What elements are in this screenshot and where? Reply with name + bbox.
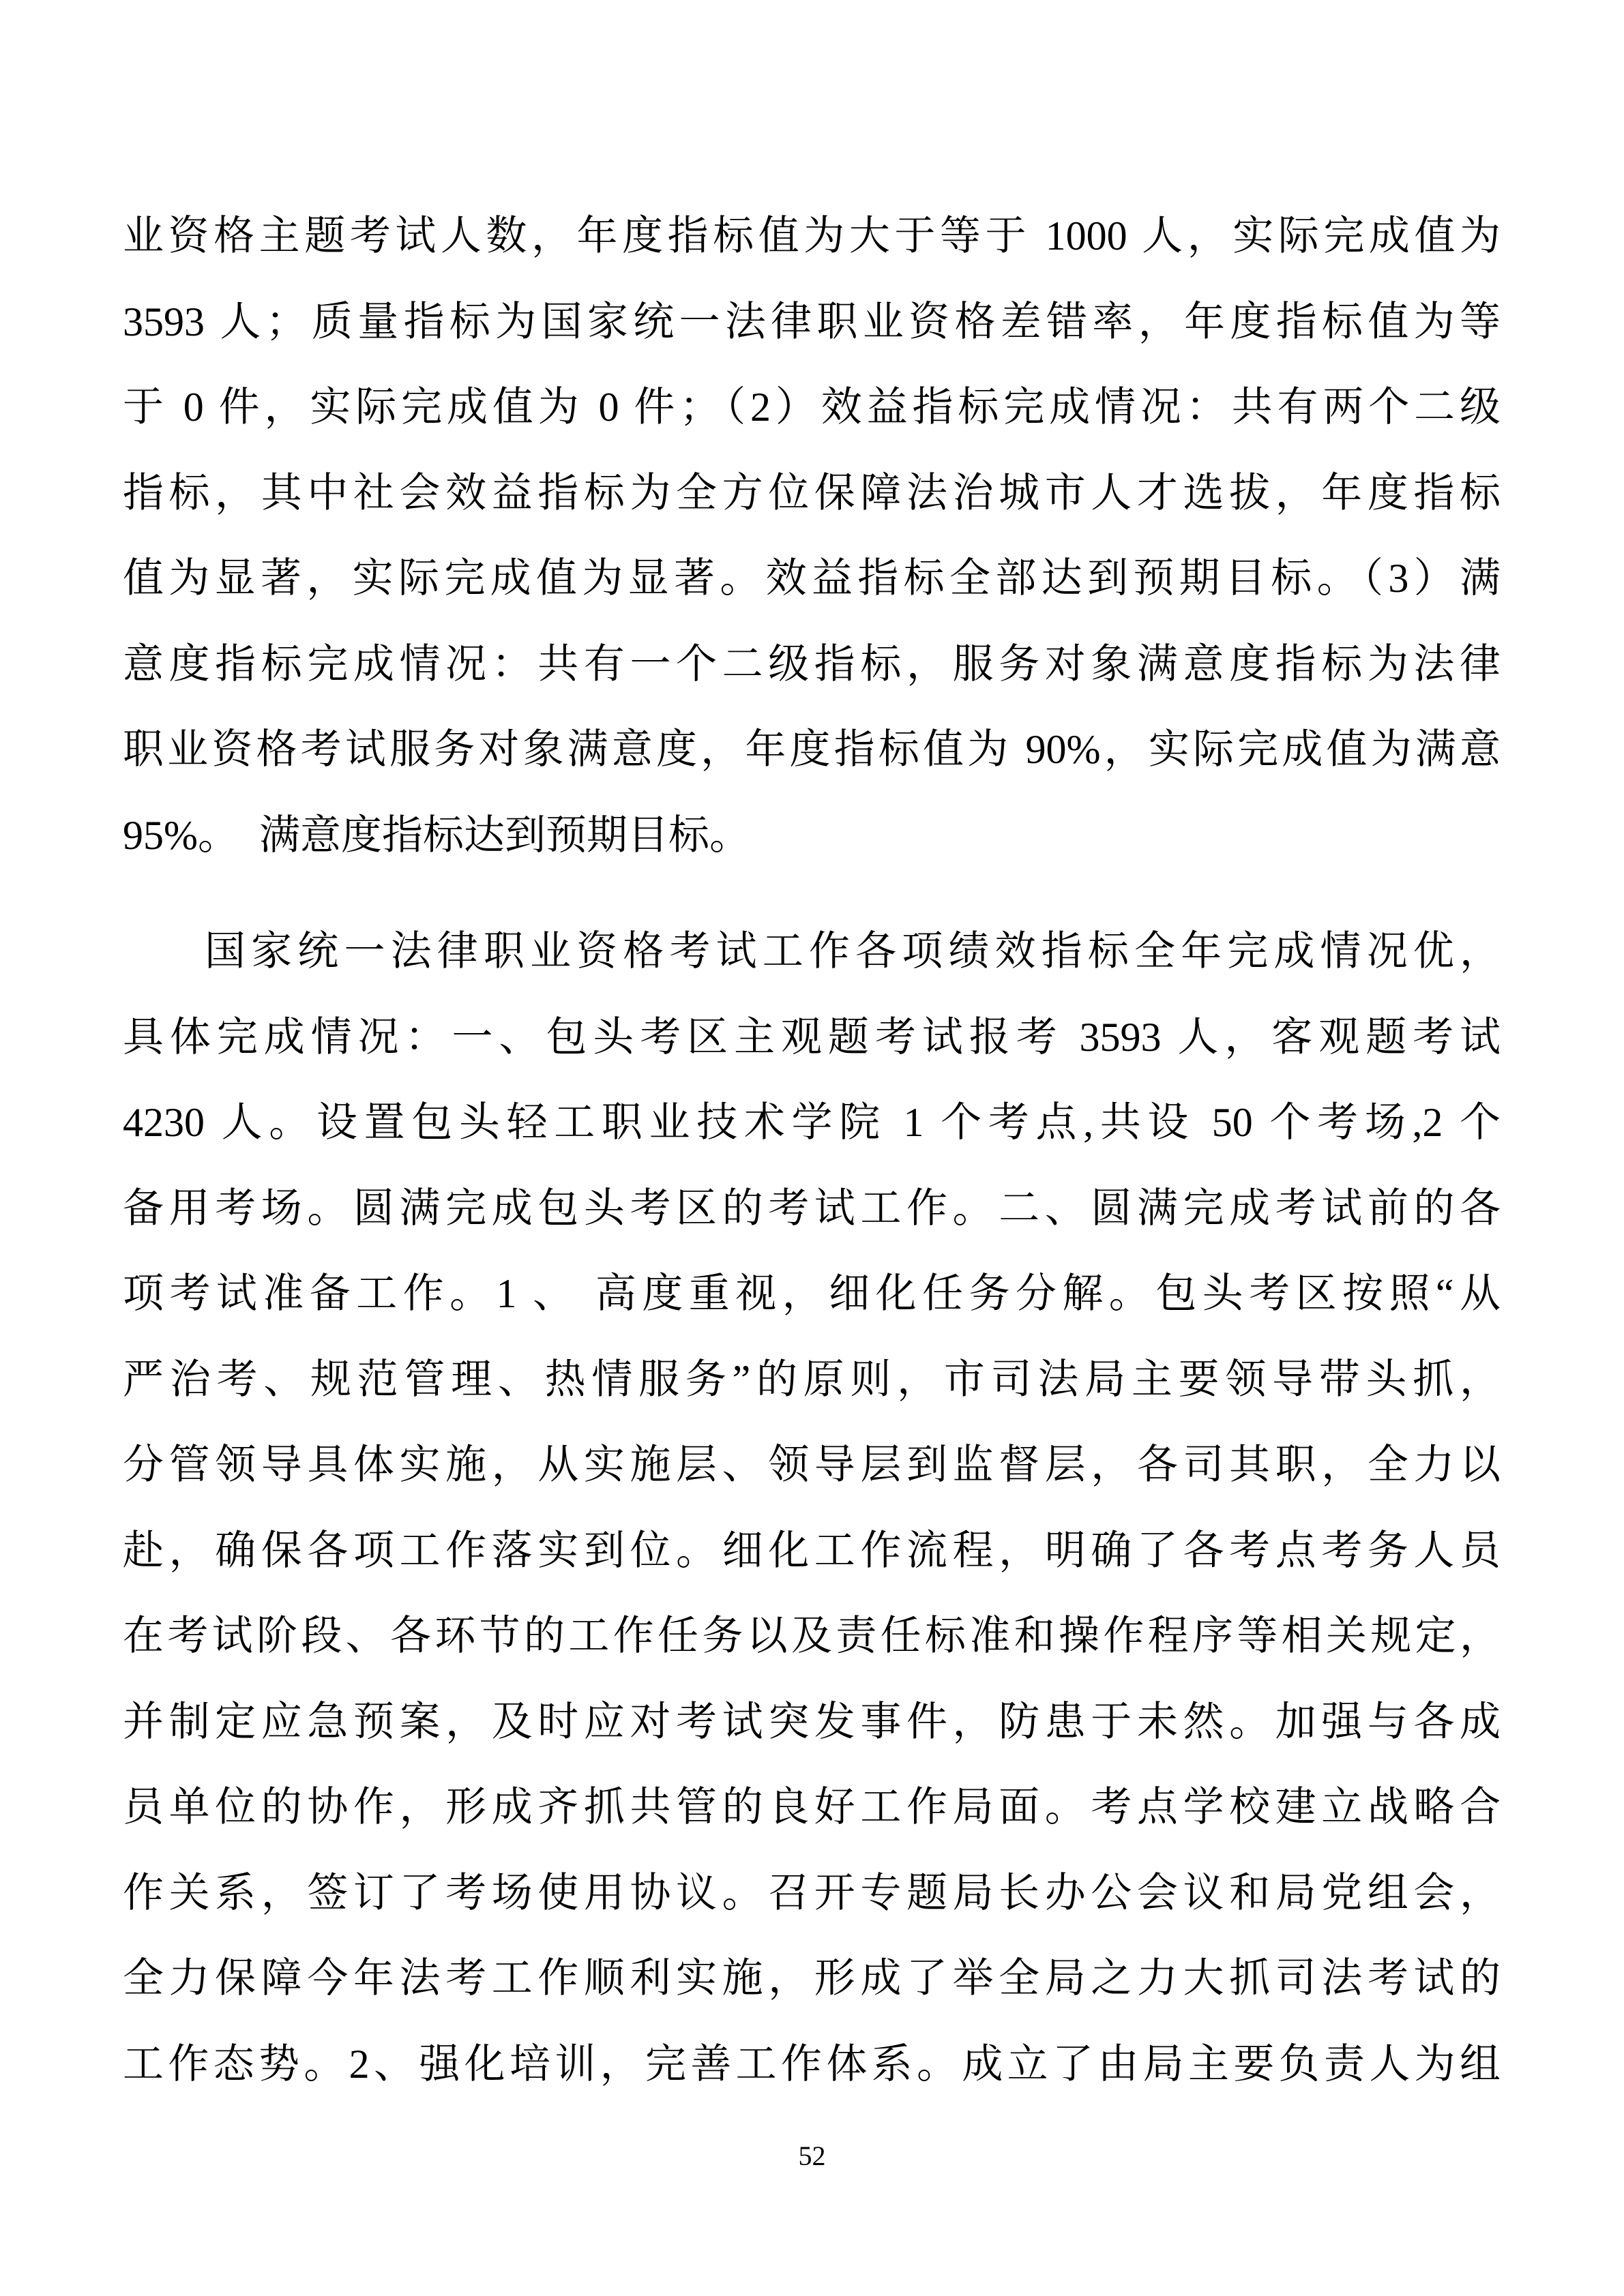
text-line: 全力保障今年法考工作顺利实施，形成了举全局之力大抓司法考试的 — [123, 1956, 1501, 2001]
text-line: 值为显著，实际完成值为显著。效益指标全部达到预期目标。（3）满 — [123, 556, 1501, 601]
text-line: 职业资格考试服务对象满意度，年度指标值为 90%，实际完成值为满意 — [123, 727, 1501, 772]
text-line: 备用考场。圆满完成包头考区的考试工作。二、圆满完成考试前的各 — [123, 1185, 1501, 1231]
text-line: 95%。 满意度指标达到预期目标。 — [123, 812, 750, 858]
text-line: 3593 人；质量指标为国家统一法律职业资格差错率，年度指标值为等 — [123, 299, 1501, 344]
text-line: 工作态势。2、强化培训，完善工作体系。成立了由局主要负责人为组 — [123, 2041, 1501, 2087]
text-line: 具体完成情况：一、包头考区主观题考试报考 3593 人，客观题考试 — [123, 1014, 1501, 1060]
document-body — [123, 194, 1501, 2107]
text-line: 员单位的协作，形成齐抓共管的良好工作局面。考点学校建立战略合 — [123, 1785, 1501, 1830]
text-line: 严治考、规范管理、热情服务”的原则，市司法局主要领导带头抓， — [123, 1356, 1501, 1402]
text-line: 并制定应急预案，及时应对考试突发事件，防患于未然。加强与各成 — [123, 1699, 1501, 1744]
text-line: 作关系，签订了考场使用协议。召开专题局长办公会议和局党组会， — [123, 1870, 1501, 1915]
text-line: 在考试阶段、各环节的工作任务以及责任标准和操作程序等相关规定， — [123, 1613, 1501, 1658]
page-number: 52 — [798, 2141, 826, 2171]
text-line: 指标，其中社会效益指标为全方位保障法治城市人才选拔，年度指标 — [123, 470, 1501, 516]
text-line: 项考试准备工作。1 、 高度重视，细化任务分解。包头考区按照“从 — [123, 1271, 1501, 1316]
text-line: 赴，确保各项工作落实到位。细化工作流程，明确了各考点考务人员 — [123, 1527, 1501, 1573]
text-line: 4230 人。设置包头轻工职业技术学院 1 个考点,共设 50 个考场,2 个 — [123, 1100, 1501, 1145]
text-line: 分管领导具体实施，从实施层、领导层到监督层，各司其职，全力以 — [123, 1442, 1501, 1487]
text-line: 于 0 件，实际完成值为 0 件；（2）效益指标完成情况：共有两个二级 — [123, 385, 1501, 430]
text-line: 业资格主题考试人数，年度指标值为大于等于 1000 人，实际完成值为 — [123, 213, 1501, 258]
text-line: 国家统一法律职业资格考试工作各项绩效指标全年完成情况优， — [205, 929, 1501, 974]
text-line: 意度指标完成情况：共有一个二级指标，服务对象满意度指标为法律 — [123, 641, 1501, 687]
